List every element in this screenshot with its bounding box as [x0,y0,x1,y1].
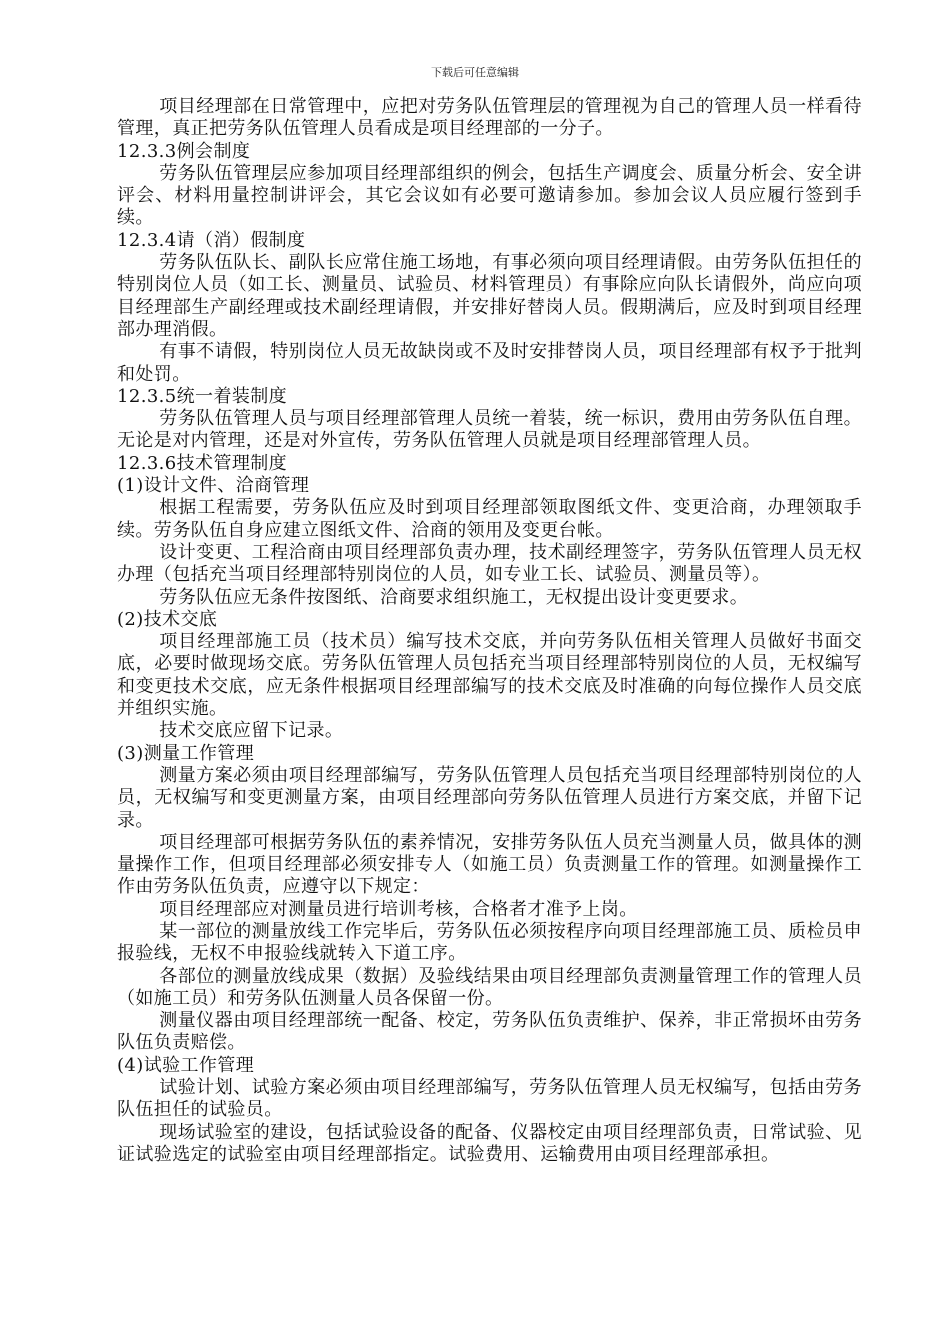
paragraph: 项目经理部施工员（技术员）编写技术交底，并向劳务队伍相关管理人员做好书面交底，必要时做现场交底。劳务队伍管理人员包括充当项目经理部特别岗位的人员，无权编写和变更技术交底，应无条件根据项目经理部编写的技术交底及时准确的向每位操作人员交底并组织实施。 [117,631,862,720]
section-heading: 12.3.3例会制度 [117,140,251,162]
section-heading: 12.3.6技术管理制度 [117,452,288,474]
paragraph: 各部位的测量放线成果（数据）及验线结果由项目经理部负责测量管理工作的管理人员（如施工员）和劳务队伍测量人员各保留一份。 [117,965,862,1009]
paragraph: 测量仪器由项目经理部统一配备、校定，劳务队伍负责维护、保养，非正常损坏由劳务队伍负责赔偿。 [117,1010,862,1054]
paragraph: 劳务队伍管理层应参加项目经理部组织的例会，包括生产调度会、质量分析会、安全讲评会、材料用量控制讲评会，其它会议如有必要可邀请参加。参加会议人员应履行签到手续。 [117,162,862,229]
paragraph: 劳务队伍管理人员与项目经理部管理人员统一着装，统一标识，费用由劳务队伍自理。无论是对内管理，还是对外宣传，劳务队伍管理人员就是项目经理部管理人员。 [117,408,862,452]
section-heading: 12.3.5统一着装制度 [117,385,288,407]
paragraph: 劳务队伍队长、副队长应常住施工场地，有事必须向项目经理请假。由劳务队伍担任的特别岗位人员（如工长、测量员、试验员、材料管理员）有事除应向队长请假外，尚应向项目经理部生产副经理或技术副经理请假，并安排好替岗人员。假期满后，应及时到项目经理部办理消假。 [117,252,862,340]
paragraph: 试验计划、试验方案必须由项目经理部编写，劳务队伍管理人员无权编写，包括由劳务队伍担任的试验员。 [117,1077,862,1121]
paragraph: 现场试验室的建设，包括试验设备的配备、仪器校定由项目经理部负责，日常试验、见证试验选定的试验室由项目经理部指定。试验费用、运输费用由项目经理部承担。 [117,1121,862,1165]
subsection-heading: (2)技术交底 [117,608,218,630]
paragraph: 某一部位的测量放线工作完毕后，劳务队伍必须按程序向项目经理部施工员、质检员申报验线，无权不申报验线就转入下道工序。 [117,920,862,965]
paragraph: 项目经理部可根据劳务队伍的素养情况，安排劳务队伍人员充当测量人员，做具体的测量操作工作，但项目经理部必须安排专人（如施工员）负责测量工作的管理。如测量操作工作由劳务队伍负责，应遵守以下规定： [117,831,862,898]
section-heading: 12.3.4请（消）假制度 [117,229,306,251]
subsection-heading: (3)测量工作管理 [117,742,255,764]
paragraph: 根据工程需要，劳务队伍应及时到项目经理部领取图纸文件、变更洽商，办理领取手续。劳务队伍自身应建立图纸文件、洽商的领用及变更台帐。 [117,497,862,541]
paragraph: 技术交底应留下记录。 [159,720,344,742]
paragraph: 有事不请假，特别岗位人员无故缺岗或不及时安排替岗人员，项目经理部有权予于批判和处罚。 [117,341,862,385]
subsection-heading: (1)设计文件、洽商管理 [117,475,310,497]
paragraph: 设计变更、工程洽商由项目经理部负责办理，技术副经理签字，劳务队伍管理人员无权办理（包括充当项目经理部特别岗位的人员，如专业工长、试验员、测量员等）。 [117,541,862,586]
paragraph: 劳务队伍应无条件按图纸、洽商要求组织施工，无权提出设计变更要求。 [159,586,749,608]
paragraph: 项目经理部在日常管理中，应把对劳务队伍管理层的管理视为自己的管理人员一样看待管理，真正把劳务队伍管理人员看成是项目经理部的一分子。 [117,96,862,140]
subsection-heading: (4)试验工作管理 [117,1054,255,1076]
paragraph: 项目经理部应对测量员进行培训考核，合格者才准予上岗。 [159,898,638,920]
page-header: 下载后可任意编辑 [431,66,519,79]
document-body [117,96,862,1166]
paragraph: 测量方案必须由项目经理部编写，劳务队伍管理人员包括充当项目经理部特别岗位的人员，无权编写和变更测量方案，由项目经理部向劳务队伍管理人员进行方案交底，并留下记录。 [117,764,862,831]
